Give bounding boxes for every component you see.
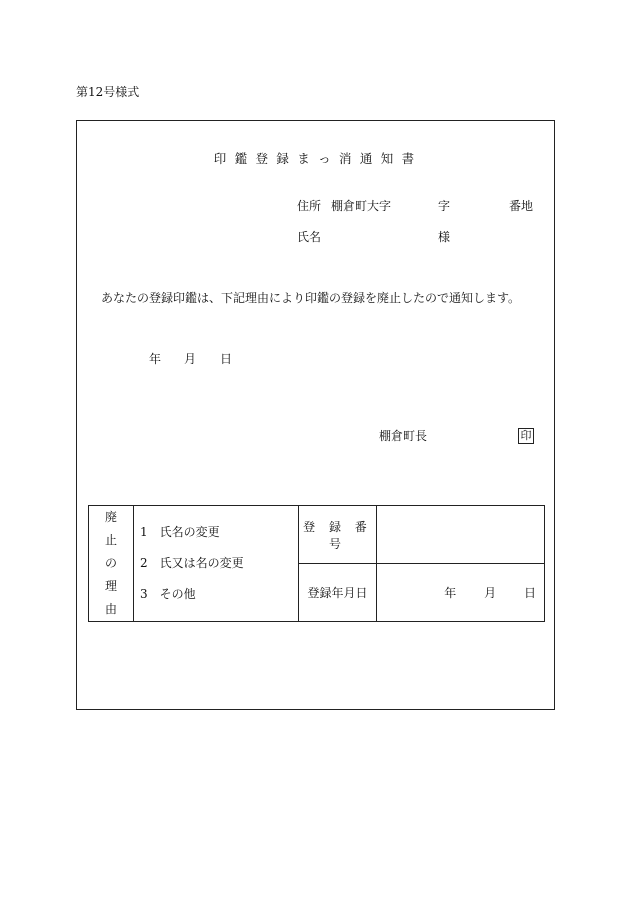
reason-item-name-change: 1 氏名の変更 bbox=[140, 525, 220, 539]
reg-date-year: 年 bbox=[444, 586, 457, 600]
reg-date-month: 月 bbox=[484, 586, 497, 600]
reason-header-char: 由 bbox=[104, 602, 117, 616]
reason-item-other: 3 その他 bbox=[140, 587, 196, 601]
registration-number-value bbox=[377, 506, 545, 564]
address-town: 棚倉町大字 bbox=[331, 199, 392, 213]
address-banchi: 番地 bbox=[509, 199, 534, 213]
registration-date-label: 登録年月日 bbox=[299, 564, 377, 622]
reason-header bbox=[105, 506, 117, 621]
reason-header-char: 止 bbox=[104, 533, 117, 547]
name-label: 氏名 bbox=[297, 230, 322, 244]
reason-list bbox=[134, 506, 299, 622]
reason-header-char: の bbox=[104, 556, 117, 570]
registration-number-label: 登 録 番 号 bbox=[299, 506, 377, 564]
reason-header-char: 理 bbox=[104, 579, 117, 593]
reason-item-surname-or-name-change: 2 氏又は名の変更 bbox=[140, 556, 244, 570]
reason-table bbox=[88, 505, 545, 622]
registration-date-value bbox=[377, 564, 545, 622]
date-month: 月 bbox=[184, 352, 197, 366]
reason-header-cell bbox=[89, 506, 134, 622]
date-year: 年 bbox=[149, 352, 162, 366]
name-honorific: 様 bbox=[438, 230, 451, 244]
notice-body-text: あなたの登録印鑑は、下記理由により印鑑の登録を廃止したので通知します。 bbox=[101, 291, 521, 305]
form-number: 第12号様式 bbox=[76, 85, 140, 99]
page-title: 印 鑑 登 録 ま っ 消 通 知 書 bbox=[213, 151, 417, 166]
seal-mark: 印 bbox=[518, 428, 534, 444]
reg-date-day: 日 bbox=[523, 586, 536, 600]
address-label: 住所 bbox=[297, 199, 322, 213]
date-day: 日 bbox=[220, 352, 233, 366]
address-aza: 字 bbox=[438, 199, 451, 213]
reason-header-char: 廃 bbox=[104, 510, 117, 524]
issuer-title: 棚倉町長 bbox=[379, 429, 428, 443]
